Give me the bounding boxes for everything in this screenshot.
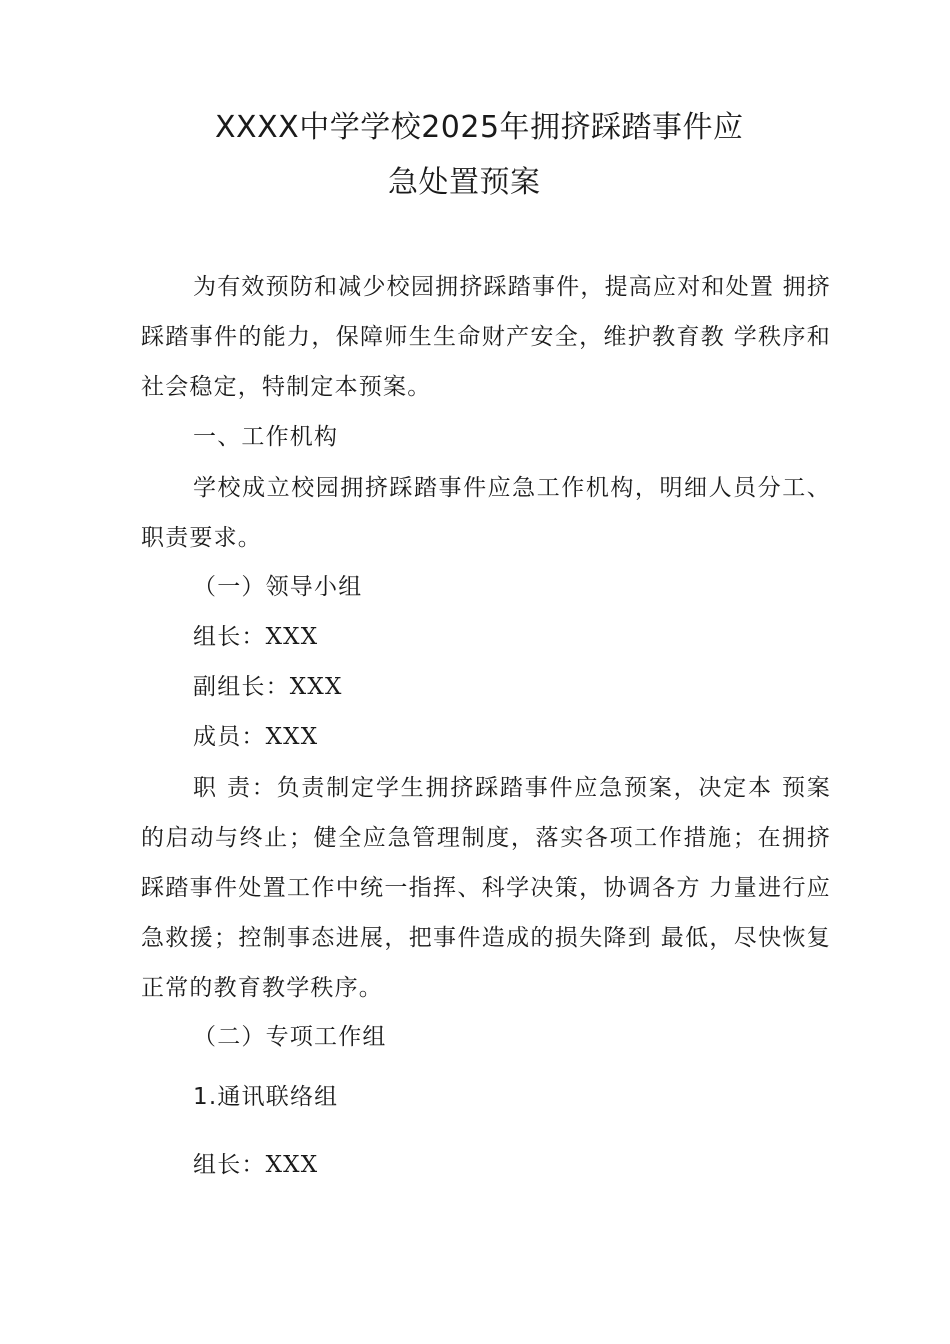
group-1-leader-line: 组长：XXX xyxy=(193,1152,319,1178)
leader-line: 组长：XXX xyxy=(193,624,319,650)
group-1-heading: 1.通讯联络组 xyxy=(193,1084,339,1110)
deputy-leader-line: 副组长：XXX xyxy=(193,674,343,700)
document-title-line-1: XXXX中学学校2025年拥挤踩踏事件应 xyxy=(215,110,744,145)
subsection-2-heading: （二）专项工作组 xyxy=(193,1024,387,1050)
section-1-heading: 一、工作机构 xyxy=(193,424,339,450)
document-title-line-2: 急处置预案 xyxy=(388,165,541,200)
members-line: 成员：XXX xyxy=(193,724,319,750)
duties-paragraph: 职 责：负责制定学生拥挤踩踏事件应急预案，决定本 预案的启动与终止；健全应急管理制度，落实各项工作措施；在拥挤踩踏事件处置工作中统一指挥、科学决策，协调各方 力量进行应急救援；控制事态进展，把事件造成的损失降到 最低，尽快恢复正常的教育教学秩序。 xyxy=(141,775,831,1001)
section-1-paragraph: 学校成立校园拥挤踩踏事件应急工作机构，明细人员分工、职责要求。 xyxy=(141,475,831,551)
subsection-1-heading: （一）领导小组 xyxy=(193,574,363,600)
intro-paragraph: 为有效预防和减少校园拥挤踩踏事件，提高应对和处置 拥挤踩踏事件的能力，保障师生生命财产安全，维护教育教 学秩序和社会稳定，特制定本预案。 xyxy=(141,274,831,400)
